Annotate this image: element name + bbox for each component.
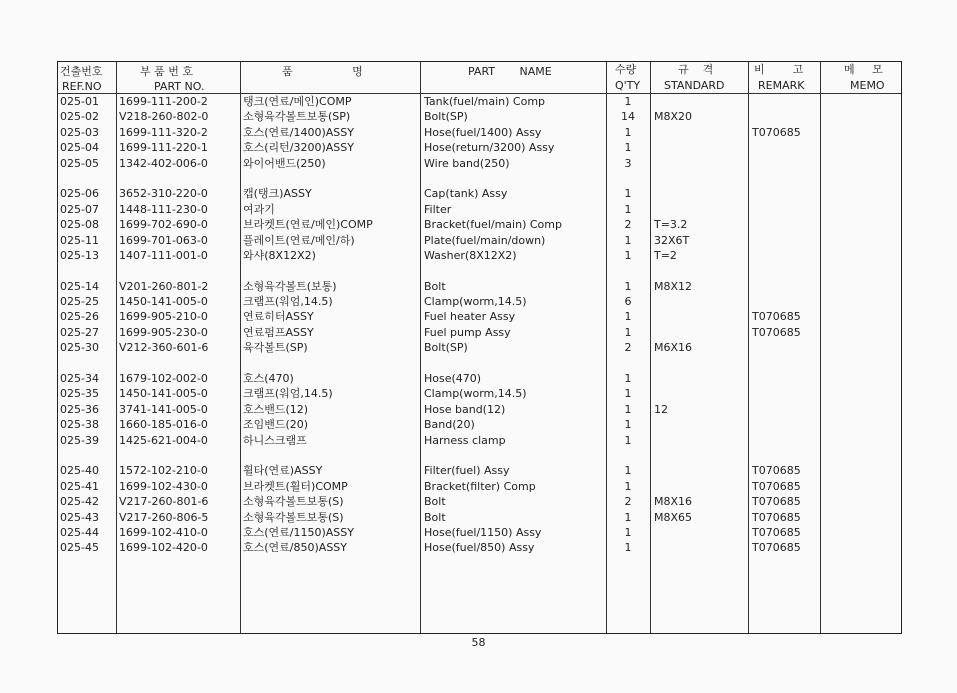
table-row	[58, 340, 901, 355]
quantity-cell: 2	[624, 341, 632, 355]
remark-cell: T070685	[752, 125, 801, 139]
name-korean-cell: 호스(연료/1400)ASSY	[243, 125, 354, 139]
table-row	[58, 325, 901, 340]
quantity-cell: 1	[624, 279, 632, 293]
name-korean-cell: 여과기	[243, 202, 275, 216]
quantity-cell: 1	[624, 525, 632, 539]
name-english-cell: Bolt(SP)	[424, 110, 468, 124]
part-no-cell: 1699-102-420-0	[119, 541, 208, 555]
part-no-cell: 1699-701-063-0	[119, 233, 208, 247]
part-no-cell: 1425-621-004-0	[119, 433, 208, 447]
quantity-cell: 1	[624, 325, 632, 339]
name-english-cell: Harness clamp	[424, 433, 506, 447]
quantity-cell: 1	[624, 418, 632, 432]
ref-no-cell: 025-06	[60, 187, 99, 201]
table-row	[58, 140, 901, 155]
ref-no-cell: 025-08	[60, 218, 99, 232]
name-korean-cell: 소형육각볼트보통(S)	[243, 510, 344, 524]
table-body	[58, 94, 901, 556]
name-korean-cell: 호스(470)	[243, 372, 294, 386]
standard-cell: T=2	[654, 248, 677, 262]
row-spacer	[58, 448, 901, 463]
ref-no-cell: 025-01	[60, 95, 99, 108]
ref-no-cell: 025-40	[60, 464, 99, 478]
name-korean-cell: 소형육각볼트보통(SP)	[243, 110, 351, 124]
ref-no-cell: 025-14	[60, 279, 99, 293]
ref-no-cell: 025-25	[60, 295, 99, 309]
table-row	[58, 109, 901, 124]
name-korean-cell: 휠타(연료)ASSY	[243, 464, 323, 478]
name-english-cell: Bracket(filter) Comp	[424, 479, 536, 493]
ref-no-cell: 025-38	[60, 418, 99, 432]
name-english-cell: Bolt	[424, 510, 446, 524]
table-row	[58, 402, 901, 417]
part-no-cell: 1699-102-410-0	[119, 525, 208, 539]
remark-cell: T070685	[752, 464, 801, 478]
name-korean-cell: 하니스크램프	[243, 433, 307, 447]
header-name-kor: 품 명	[282, 65, 363, 78]
part-no-cell: V201-260-801-2	[119, 279, 209, 293]
part-no-cell: 1699-111-200-2	[119, 95, 208, 108]
quantity-cell: 1	[624, 479, 632, 493]
part-no-cell: V217-260-801-6	[119, 495, 209, 509]
part-no-cell: 1679-102-002-0	[119, 372, 208, 386]
quantity-cell: 1	[624, 141, 632, 155]
quantity-cell: 1	[624, 233, 632, 247]
part-no-cell: 1660-185-016-0	[119, 418, 208, 432]
standard-cell: M8X16	[654, 495, 693, 509]
name-english-cell: Bolt(SP)	[424, 341, 468, 355]
name-english-cell: Fuel heater Assy	[424, 310, 516, 324]
part-no-cell: V218-260-802-0	[119, 110, 209, 124]
name-korean-cell: 호스밴드(12)	[243, 402, 309, 416]
name-english-cell: Clamp(worm,14.5)	[424, 387, 527, 401]
part-no-cell: 1572-102-210-0	[119, 464, 208, 478]
part-no-cell: 1699-102-430-0	[119, 479, 208, 493]
ref-no-cell: 025-30	[60, 341, 99, 355]
part-no-cell: 1450-141-005-0	[119, 295, 208, 309]
quantity-cell: 2	[624, 218, 632, 232]
name-english-cell: Washer(8X12X2)	[424, 248, 517, 262]
ref-no-cell: 025-07	[60, 202, 99, 216]
quantity-cell: 1	[624, 248, 632, 262]
page-number: 58	[471, 636, 486, 649]
name-english-cell: Bracket(fuel/main) Comp	[424, 218, 562, 232]
name-korean-cell: 소형육각볼트보통(S)	[243, 495, 344, 509]
ref-no-cell: 025-41	[60, 479, 99, 493]
header-qty-eng: Q'TY	[615, 79, 641, 92]
header-rem-kor: 비 고	[754, 63, 804, 76]
ref-no-cell: 025-39	[60, 433, 99, 447]
remark-cell: T070685	[752, 510, 801, 524]
table-row	[58, 386, 901, 401]
quantity-cell: 1	[624, 510, 632, 524]
table-row	[58, 525, 901, 540]
name-korean-cell: 크램프(워엄,14.5)	[243, 387, 333, 401]
name-korean-cell: 브라켓트(연료/메인)COMP	[243, 218, 373, 232]
header-std-kor: 규 격	[678, 63, 714, 76]
name-english-cell: Band(20)	[424, 418, 475, 432]
remark-cell: T070685	[752, 525, 801, 539]
name-english-cell: Filter(fuel) Assy	[424, 464, 510, 478]
remark-cell: T070685	[752, 310, 801, 324]
ref-no-cell: 025-02	[60, 110, 99, 124]
row-spacer	[58, 171, 901, 186]
name-korean-cell: 육각볼트(SP)	[243, 341, 308, 355]
part-no-cell: 3741-141-005-0	[119, 402, 208, 416]
name-korean-cell: 소형육각볼트(보통)	[243, 279, 337, 293]
name-korean-cell: 캡(탱크)ASSY	[243, 187, 312, 201]
name-english-cell: Hose(return/3200) Assy	[424, 141, 555, 155]
name-korean-cell: 플레이트(연료/메인/하)	[243, 233, 355, 247]
quantity-cell: 1	[624, 310, 632, 324]
quantity-cell: 1	[624, 387, 632, 401]
name-korean-cell: 호스(연료/1150)ASSY	[243, 525, 354, 539]
header-ref-eng: REF.NO	[62, 80, 102, 93]
table-row	[58, 94, 901, 109]
table-row	[58, 156, 901, 171]
part-no-cell: 1699-905-230-0	[119, 325, 208, 339]
table-row	[58, 433, 901, 448]
name-english-cell: Hose(fuel/850) Assy	[424, 541, 535, 555]
ref-no-cell: 025-27	[60, 325, 99, 339]
table-row	[58, 248, 901, 263]
part-no-cell: 1407-111-001-0	[119, 248, 208, 262]
table-row	[58, 371, 901, 386]
ref-no-cell: 025-44	[60, 525, 99, 539]
name-korean-cell: 호스(리턴/3200)ASSY	[243, 141, 354, 155]
row-spacer	[58, 356, 901, 371]
table-row	[58, 125, 901, 140]
name-english-cell: Wire band(250)	[424, 156, 510, 170]
table-row	[58, 309, 901, 324]
ref-no-cell: 025-45	[60, 541, 99, 555]
name-korean-cell: 탱크(연료/메인)COMP	[243, 95, 352, 108]
name-english-cell: Clamp(worm,14.5)	[424, 295, 527, 309]
header-memo-kor: 메 모	[844, 63, 883, 76]
table-row	[58, 294, 901, 309]
remark-cell: T070685	[752, 541, 801, 555]
name-english-cell: Bolt	[424, 495, 446, 509]
name-english-cell: Hose(fuel/1150) Assy	[424, 525, 542, 539]
parts-table	[57, 61, 902, 634]
quantity-cell: 2	[624, 495, 632, 509]
row-spacer	[58, 263, 901, 278]
quantity-cell: 3	[624, 156, 632, 170]
name-english-cell: Hose band(12)	[424, 402, 506, 416]
quantity-cell: 1	[624, 95, 632, 108]
name-english-cell: Fuel pump Assy	[424, 325, 511, 339]
quantity-cell: 1	[624, 125, 632, 139]
name-english-cell: Hose(fuel/1400) Assy	[424, 125, 542, 139]
name-english-cell: Cap(tank) Assy	[424, 187, 508, 201]
quantity-cell: 6	[624, 295, 632, 309]
name-english-cell: Tank(fuel/main) Comp	[424, 95, 546, 108]
part-no-cell: 1699-111-220-1	[119, 141, 208, 155]
part-no-cell: 3652-310-220-0	[119, 187, 208, 201]
part-no-cell: 1699-702-690-0	[119, 218, 208, 232]
table-row	[58, 186, 901, 201]
quantity-cell: 1	[624, 402, 632, 416]
header-ref-kor: 건출번호	[60, 65, 103, 78]
quantity-cell: 1	[624, 187, 632, 201]
standard-cell: 12	[654, 402, 668, 416]
name-korean-cell: 연료펌프ASSY	[243, 325, 314, 339]
quantity-cell: 1	[624, 202, 632, 216]
header-std-eng: STANDARD	[664, 79, 725, 92]
header-rem-eng: REMARK	[758, 79, 805, 92]
table-row	[58, 279, 901, 294]
standard-cell: M6X16	[654, 341, 693, 355]
part-no-cell: V212-360-601-6	[119, 341, 209, 355]
table-row	[58, 233, 901, 248]
quantity-cell: 1	[624, 372, 632, 386]
part-no-cell: V217-260-806-5	[119, 510, 209, 524]
ref-no-cell: 025-11	[60, 233, 99, 247]
name-korean-cell: 브라켓트(휠터)COMP	[243, 479, 348, 493]
name-korean-cell: 호스(연료/850)ASSY	[243, 541, 347, 555]
ref-no-cell: 025-03	[60, 125, 99, 139]
table-row	[58, 510, 901, 525]
name-korean-cell: 와이어밴드(250)	[243, 156, 326, 170]
ref-no-cell: 025-13	[60, 248, 99, 262]
name-english-cell: Plate(fuel/main/down)	[424, 233, 546, 247]
header-qty-kor: 수량	[615, 63, 637, 76]
standard-cell: M8X20	[654, 110, 693, 124]
quantity-cell: 1	[624, 433, 632, 447]
name-english-cell: Hose(470)	[424, 372, 482, 386]
remark-cell: T070685	[752, 495, 801, 509]
ref-no-cell: 025-34	[60, 372, 99, 386]
part-no-cell: 1699-111-320-2	[119, 125, 208, 139]
name-korean-cell: 크램프(워엄,14.5)	[243, 295, 333, 309]
quantity-cell: 1	[624, 541, 632, 555]
part-no-cell: 1450-141-005-0	[119, 387, 208, 401]
name-english-cell: Bolt	[424, 279, 446, 293]
header-part-eng: PART NO.	[154, 80, 205, 93]
name-korean-cell: 연료히터ASSY	[243, 310, 314, 324]
ref-no-cell: 025-36	[60, 402, 99, 416]
header-name-eng: PART NAME	[468, 65, 552, 78]
remark-cell: T070685	[752, 479, 801, 493]
table-row	[58, 494, 901, 509]
standard-cell: M8X12	[654, 279, 693, 293]
standard-cell: M8X65	[654, 510, 693, 524]
header-part-kor: 부 품 번 호	[140, 65, 193, 78]
name-english-cell: Filter	[424, 202, 452, 216]
ref-no-cell: 025-35	[60, 387, 99, 401]
name-korean-cell: 와샤(8X12X2)	[243, 248, 316, 262]
table-row	[58, 417, 901, 432]
name-korean-cell: 조임밴드(20)	[243, 418, 309, 432]
table-row	[58, 217, 901, 232]
ref-no-cell: 025-04	[60, 141, 99, 155]
table-row	[58, 540, 901, 555]
remark-cell: T070685	[752, 325, 801, 339]
table-row	[58, 202, 901, 217]
table-row	[58, 479, 901, 494]
ref-no-cell: 025-42	[60, 495, 99, 509]
ref-no-cell: 025-05	[60, 156, 99, 170]
ref-no-cell: 025-43	[60, 510, 99, 524]
header-memo-eng: MEMO	[850, 79, 885, 92]
standard-cell: T=3.2	[654, 218, 688, 232]
part-no-cell: 1342-402-006-0	[119, 156, 208, 170]
quantity-cell: 1	[624, 464, 632, 478]
part-no-cell: 1448-111-230-0	[119, 202, 208, 216]
ref-no-cell: 025-26	[60, 310, 99, 324]
quantity-cell: 14	[621, 110, 635, 124]
standard-cell: 32X6T	[654, 233, 690, 247]
part-no-cell: 1699-905-210-0	[119, 310, 208, 324]
table-row	[58, 463, 901, 478]
